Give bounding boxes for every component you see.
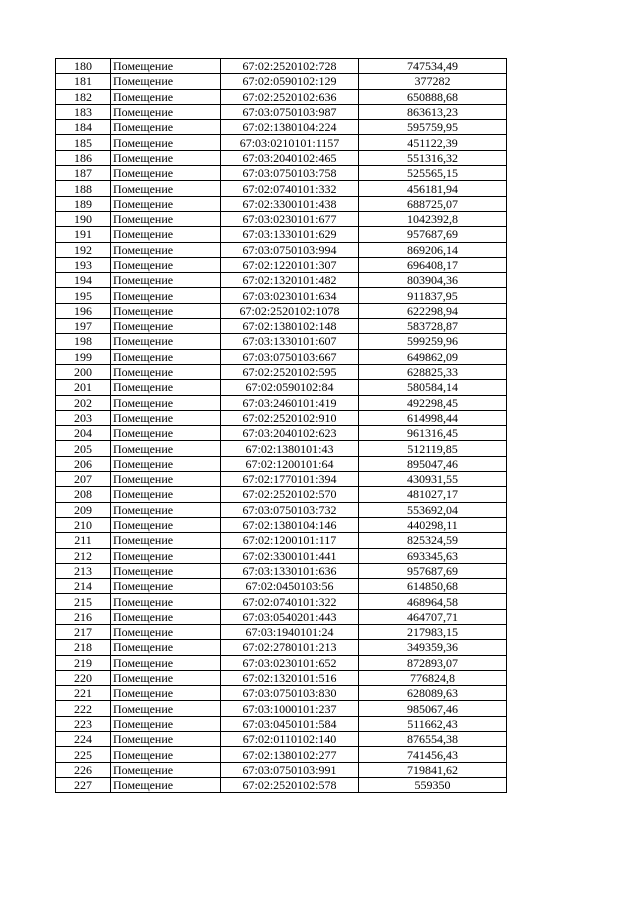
object-type: Помещение xyxy=(111,227,221,242)
cadastral-number: 67:03:0230101:634 xyxy=(221,288,359,303)
object-type: Помещение xyxy=(111,640,221,655)
cadastral-value: 559350 xyxy=(359,777,507,792)
table-row xyxy=(56,181,507,196)
object-type: Помещение xyxy=(111,89,221,104)
cadastral-number: 67:02:2520102:636 xyxy=(221,89,359,104)
cadastral-number: 67:02:3300101:441 xyxy=(221,548,359,563)
row-number: 203 xyxy=(56,410,111,425)
table-row xyxy=(56,502,507,517)
object-type: Помещение xyxy=(111,273,221,288)
table-row xyxy=(56,120,507,135)
cadastral-number: 67:02:1200101:64 xyxy=(221,456,359,471)
cadastral-number: 67:02:0450103:56 xyxy=(221,579,359,594)
row-number: 206 xyxy=(56,456,111,471)
cadastral-number: 67:03:2040102:465 xyxy=(221,150,359,165)
row-number: 184 xyxy=(56,120,111,135)
cadastral-number: 67:03:0540201:443 xyxy=(221,609,359,624)
cadastral-number: 67:03:1940101:24 xyxy=(221,624,359,639)
row-number: 181 xyxy=(56,74,111,89)
cadastral-value: 614850,68 xyxy=(359,579,507,594)
row-number: 208 xyxy=(56,487,111,502)
object-type: Помещение xyxy=(111,196,221,211)
row-number: 215 xyxy=(56,594,111,609)
cadastral-number: 67:02:2780101:213 xyxy=(221,640,359,655)
table-row xyxy=(56,517,507,532)
cadastral-number: 67:02:1770101:394 xyxy=(221,472,359,487)
row-number: 210 xyxy=(56,517,111,532)
object-type: Помещение xyxy=(111,594,221,609)
object-type: Помещение xyxy=(111,181,221,196)
table-row xyxy=(56,196,507,211)
row-number: 187 xyxy=(56,166,111,181)
cadastral-value: 512119,85 xyxy=(359,441,507,456)
table-row xyxy=(56,364,507,379)
table-row xyxy=(56,426,507,441)
cadastral-number: 67:02:1380104:224 xyxy=(221,120,359,135)
object-type: Помещение xyxy=(111,380,221,395)
cadastral-number: 67:02:0740101:332 xyxy=(221,181,359,196)
table-row xyxy=(56,655,507,670)
cadastral-value: 440298,11 xyxy=(359,517,507,532)
row-number: 185 xyxy=(56,135,111,150)
cadastral-number: 67:02:1380102:148 xyxy=(221,319,359,334)
cadastral-number: 67:02:0110102:140 xyxy=(221,732,359,747)
cadastral-number: 67:03:1000101:237 xyxy=(221,701,359,716)
row-number: 214 xyxy=(56,579,111,594)
cadastral-value: 1042392,8 xyxy=(359,211,507,226)
table-row xyxy=(56,640,507,655)
table-row xyxy=(56,747,507,762)
table-row xyxy=(56,257,507,272)
object-type: Помещение xyxy=(111,120,221,135)
object-type: Помещение xyxy=(111,686,221,701)
row-number: 198 xyxy=(56,334,111,349)
cadastral-value: 741456,43 xyxy=(359,747,507,762)
table-row xyxy=(56,579,507,594)
table-row xyxy=(56,303,507,318)
object-type: Помещение xyxy=(111,288,221,303)
row-number: 207 xyxy=(56,472,111,487)
object-type: Помещение xyxy=(111,502,221,517)
object-type: Помещение xyxy=(111,135,221,150)
cadastral-value: 599259,96 xyxy=(359,334,507,349)
table-row xyxy=(56,716,507,731)
table-row xyxy=(56,624,507,639)
row-number: 226 xyxy=(56,762,111,777)
table-row xyxy=(56,395,507,410)
row-number: 195 xyxy=(56,288,111,303)
table-row xyxy=(56,594,507,609)
table-row xyxy=(56,701,507,716)
table-row xyxy=(56,456,507,471)
cadastral-value: 876554,38 xyxy=(359,732,507,747)
object-type: Помещение xyxy=(111,487,221,502)
cadastral-value: 553692,04 xyxy=(359,502,507,517)
object-type: Помещение xyxy=(111,334,221,349)
row-number: 221 xyxy=(56,686,111,701)
cadastral-value: 583728,87 xyxy=(359,319,507,334)
row-number: 191 xyxy=(56,227,111,242)
object-type: Помещение xyxy=(111,166,221,181)
row-number: 211 xyxy=(56,533,111,548)
cadastral-number: 67:03:2460101:419 xyxy=(221,395,359,410)
cadastral-number: 67:02:2520102:1078 xyxy=(221,303,359,318)
object-type: Помещение xyxy=(111,456,221,471)
table-row xyxy=(56,273,507,288)
object-type: Помещение xyxy=(111,303,221,318)
row-number: 201 xyxy=(56,380,111,395)
cadastral-number: 67:02:1380101:43 xyxy=(221,441,359,456)
cadastral-value: 525565,15 xyxy=(359,166,507,181)
cadastral-value: 622298,94 xyxy=(359,303,507,318)
cadastral-value: 696408,17 xyxy=(359,257,507,272)
cadastral-value: 492298,45 xyxy=(359,395,507,410)
object-type: Помещение xyxy=(111,548,221,563)
cadastral-number: 67:02:1320101:482 xyxy=(221,273,359,288)
cadastral-value: 872893,07 xyxy=(359,655,507,670)
table-row xyxy=(56,74,507,89)
row-number: 212 xyxy=(56,548,111,563)
row-number: 220 xyxy=(56,670,111,685)
row-number: 183 xyxy=(56,104,111,119)
table-row xyxy=(56,472,507,487)
object-type: Помещение xyxy=(111,579,221,594)
cadastral-number: 67:02:1380104:146 xyxy=(221,517,359,532)
cadastral-value: 649862,09 xyxy=(359,349,507,364)
object-type: Помещение xyxy=(111,472,221,487)
cadastral-number: 67:03:0750103:732 xyxy=(221,502,359,517)
table-row xyxy=(56,135,507,150)
cadastral-number: 67:02:2520102:578 xyxy=(221,777,359,792)
row-number: 194 xyxy=(56,273,111,288)
table-row xyxy=(56,380,507,395)
cadastral-value: 776824,8 xyxy=(359,670,507,685)
row-number: 192 xyxy=(56,242,111,257)
table-row xyxy=(56,227,507,242)
cadastral-number: 67:03:0750103:991 xyxy=(221,762,359,777)
row-number: 209 xyxy=(56,502,111,517)
object-type: Помещение xyxy=(111,211,221,226)
object-type: Помещение xyxy=(111,74,221,89)
cadastral-number: 67:03:0230101:677 xyxy=(221,211,359,226)
cadastral-value: 217983,15 xyxy=(359,624,507,639)
cadastral-value: 377282 xyxy=(359,74,507,89)
object-type: Помещение xyxy=(111,777,221,792)
row-number: 204 xyxy=(56,426,111,441)
cadastral-value: 961316,45 xyxy=(359,426,507,441)
table-row xyxy=(56,609,507,624)
cadastral-number: 67:02:0590102:129 xyxy=(221,74,359,89)
cadastral-value: 349359,36 xyxy=(359,640,507,655)
object-type: Помещение xyxy=(111,395,221,410)
cadastral-number: 67:03:1330101:629 xyxy=(221,227,359,242)
table-row xyxy=(56,59,507,74)
row-number: 180 xyxy=(56,59,111,74)
cadastral-value: 456181,94 xyxy=(359,181,507,196)
table-row xyxy=(56,89,507,104)
row-number: 188 xyxy=(56,181,111,196)
row-number: 223 xyxy=(56,716,111,731)
row-number: 222 xyxy=(56,701,111,716)
cadastral-value: 719841,62 xyxy=(359,762,507,777)
table-row xyxy=(56,150,507,165)
cadastral-number: 67:02:1220101:307 xyxy=(221,257,359,272)
table-row xyxy=(56,410,507,425)
cadastral-number: 67:02:0740101:322 xyxy=(221,594,359,609)
table-row xyxy=(56,563,507,578)
cadastral-number: 67:02:3300101:438 xyxy=(221,196,359,211)
cadastral-number: 67:02:2520102:570 xyxy=(221,487,359,502)
cadastral-number: 67:03:1330101:636 xyxy=(221,563,359,578)
table-row xyxy=(56,104,507,119)
object-type: Помещение xyxy=(111,732,221,747)
row-number: 202 xyxy=(56,395,111,410)
cadastral-number: 67:03:0230101:652 xyxy=(221,655,359,670)
cadastral-value: 985067,46 xyxy=(359,701,507,716)
object-type: Помещение xyxy=(111,609,221,624)
cadastral-number: 67:03:0450101:584 xyxy=(221,716,359,731)
cadastral-value: 650888,68 xyxy=(359,89,507,104)
table-row xyxy=(56,533,507,548)
table-row xyxy=(56,441,507,456)
object-type: Помещение xyxy=(111,150,221,165)
table-row xyxy=(56,242,507,257)
row-number: 182 xyxy=(56,89,111,104)
cadastral-value: 580584,14 xyxy=(359,380,507,395)
object-type: Помещение xyxy=(111,410,221,425)
row-number: 217 xyxy=(56,624,111,639)
row-number: 216 xyxy=(56,609,111,624)
object-type: Помещение xyxy=(111,257,221,272)
cadastral-value: 895047,46 xyxy=(359,456,507,471)
row-number: 197 xyxy=(56,319,111,334)
cadastral-value: 803904,36 xyxy=(359,273,507,288)
cadastral-number: 67:03:0750103:987 xyxy=(221,104,359,119)
table-row xyxy=(56,211,507,226)
cadastral-number: 67:03:0210101:1157 xyxy=(221,135,359,150)
object-type: Помещение xyxy=(111,716,221,731)
row-number: 225 xyxy=(56,747,111,762)
object-type: Помещение xyxy=(111,242,221,257)
object-type: Помещение xyxy=(111,563,221,578)
cadastral-value: 825324,59 xyxy=(359,533,507,548)
cadastral-number: 67:02:1200101:117 xyxy=(221,533,359,548)
cadastral-value: 451122,39 xyxy=(359,135,507,150)
row-number: 199 xyxy=(56,349,111,364)
object-type: Помещение xyxy=(111,364,221,379)
cadastral-value: 430931,55 xyxy=(359,472,507,487)
object-type: Помещение xyxy=(111,762,221,777)
object-type: Помещение xyxy=(111,517,221,532)
object-type: Помещение xyxy=(111,59,221,74)
object-type: Помещение xyxy=(111,624,221,639)
table-row xyxy=(56,487,507,502)
cadastral-number: 67:02:2520102:595 xyxy=(221,364,359,379)
object-type: Помещение xyxy=(111,319,221,334)
object-type: Помещение xyxy=(111,701,221,716)
cadastral-value: 468964,58 xyxy=(359,594,507,609)
cadastral-value: 511662,43 xyxy=(359,716,507,731)
cadastral-value: 747534,49 xyxy=(359,59,507,74)
object-type: Помещение xyxy=(111,533,221,548)
cadastral-number: 67:02:2520102:910 xyxy=(221,410,359,425)
table-row xyxy=(56,319,507,334)
cadastral-value: 688725,07 xyxy=(359,196,507,211)
row-number: 213 xyxy=(56,563,111,578)
cadastral-value: 551316,32 xyxy=(359,150,507,165)
object-type: Помещение xyxy=(111,349,221,364)
row-number: 218 xyxy=(56,640,111,655)
row-number: 200 xyxy=(56,364,111,379)
row-number: 196 xyxy=(56,303,111,318)
property-registry-table xyxy=(55,58,507,793)
cadastral-value: 957687,69 xyxy=(359,563,507,578)
cadastral-value: 863613,23 xyxy=(359,104,507,119)
cadastral-number: 67:03:0750103:994 xyxy=(221,242,359,257)
object-type: Помещение xyxy=(111,655,221,670)
table-row xyxy=(56,288,507,303)
cadastral-value: 693345,63 xyxy=(359,548,507,563)
cadastral-value: 464707,71 xyxy=(359,609,507,624)
cadastral-value: 869206,14 xyxy=(359,242,507,257)
object-type: Помещение xyxy=(111,104,221,119)
table-row xyxy=(56,334,507,349)
object-type: Помещение xyxy=(111,426,221,441)
table-row xyxy=(56,732,507,747)
table-body xyxy=(56,59,507,793)
table-row xyxy=(56,762,507,777)
row-number: 205 xyxy=(56,441,111,456)
object-type: Помещение xyxy=(111,747,221,762)
table-row xyxy=(56,670,507,685)
table-row xyxy=(56,349,507,364)
cadastral-number: 67:02:1320101:516 xyxy=(221,670,359,685)
cadastral-value: 911837,95 xyxy=(359,288,507,303)
cadastral-value: 628825,33 xyxy=(359,364,507,379)
row-number: 189 xyxy=(56,196,111,211)
row-number: 190 xyxy=(56,211,111,226)
object-type: Помещение xyxy=(111,441,221,456)
cadastral-number: 67:03:1330101:607 xyxy=(221,334,359,349)
cadastral-number: 67:03:0750103:758 xyxy=(221,166,359,181)
row-number: 193 xyxy=(56,257,111,272)
cadastral-value: 628089,63 xyxy=(359,686,507,701)
cadastral-number: 67:03:2040102:623 xyxy=(221,426,359,441)
cadastral-number: 67:03:0750103:667 xyxy=(221,349,359,364)
row-number: 219 xyxy=(56,655,111,670)
object-type: Помещение xyxy=(111,670,221,685)
row-number: 186 xyxy=(56,150,111,165)
cadastral-number: 67:02:2520102:728 xyxy=(221,59,359,74)
table-row xyxy=(56,777,507,792)
table-row xyxy=(56,166,507,181)
cadastral-value: 481027,17 xyxy=(359,487,507,502)
table-row xyxy=(56,686,507,701)
cadastral-number: 67:02:1380102:277 xyxy=(221,747,359,762)
cadastral-value: 614998,44 xyxy=(359,410,507,425)
cadastral-value: 595759,95 xyxy=(359,120,507,135)
cadastral-value: 957687,69 xyxy=(359,227,507,242)
cadastral-number: 67:03:0750103:830 xyxy=(221,686,359,701)
row-number: 224 xyxy=(56,732,111,747)
row-number: 227 xyxy=(56,777,111,792)
cadastral-number: 67:02:0590102:84 xyxy=(221,380,359,395)
table-row xyxy=(56,548,507,563)
